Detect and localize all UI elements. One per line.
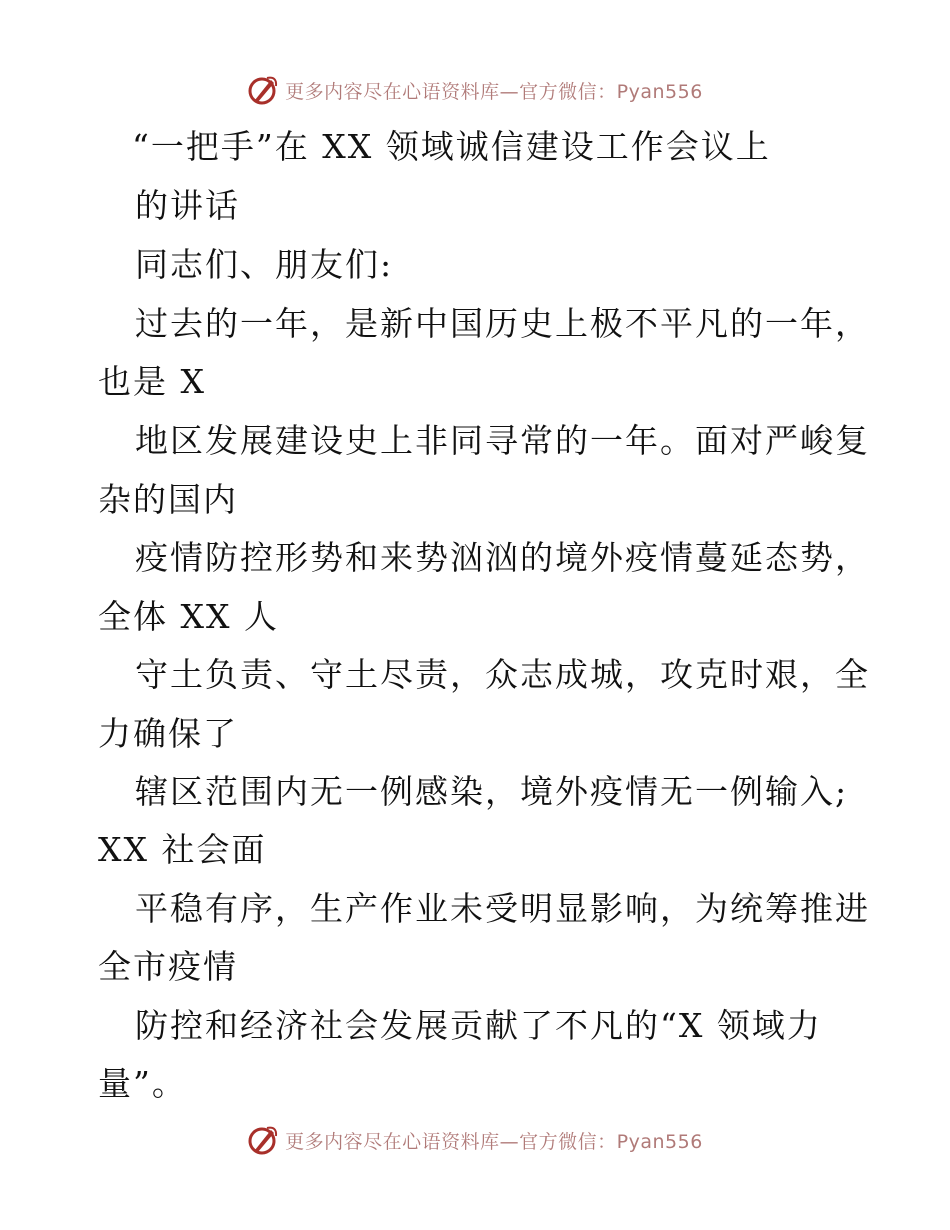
paragraph-line: 辖区范围内无一例感染，境外疫情无一例输入; — [135, 772, 849, 811]
paragraph-line: 全市疫情 — [98, 947, 238, 986]
paragraph-line: 全体 XX 人 — [98, 597, 279, 636]
quill-logo-icon — [247, 74, 279, 106]
footer-banner — [0, 1120, 950, 1160]
header-banner — [0, 70, 950, 110]
paragraph-line: 疫情防控形势和来势汹汹的境外疫情蔓延态势， — [135, 538, 870, 577]
paragraph-line: 地区发展建设史上非同寻常的一年。面对严峻复 — [135, 421, 870, 460]
quill-logo-icon — [247, 1124, 279, 1156]
paragraph-line: XX 社会面 — [98, 830, 267, 869]
salutation: 同志们、朋友们: — [135, 245, 394, 284]
title-line-1: “一把手”在 XX 领域诚信建设工作会议上 — [132, 127, 771, 166]
paragraph-line: 防控和经济社会发展贡献了不凡的“X 领域力 — [135, 1006, 822, 1045]
paragraph-line: 量”。 — [98, 1064, 187, 1103]
paragraph-line: 平稳有序，生产作业未受明显影响，为统筹推进 — [135, 889, 870, 928]
title-line-2: 的讲话 — [135, 186, 240, 225]
paragraph-line: 力确保了 — [98, 714, 238, 753]
banner-text: 更多内容尽在心语资料库—官方微信：Pyan556 — [285, 80, 703, 103]
banner-text: 更多内容尽在心语资料库—官方微信：Pyan556 — [285, 1130, 703, 1153]
paragraph-line: 杂的国内 — [98, 480, 238, 519]
paragraph-line: 守土负责、守土尽责，众志成城，攻克时艰，全 — [135, 655, 870, 694]
paragraph-line: 过去的一年，是新中国历史上极不平凡的一年， — [135, 304, 870, 343]
paragraph-line: 也是 X — [98, 362, 206, 401]
